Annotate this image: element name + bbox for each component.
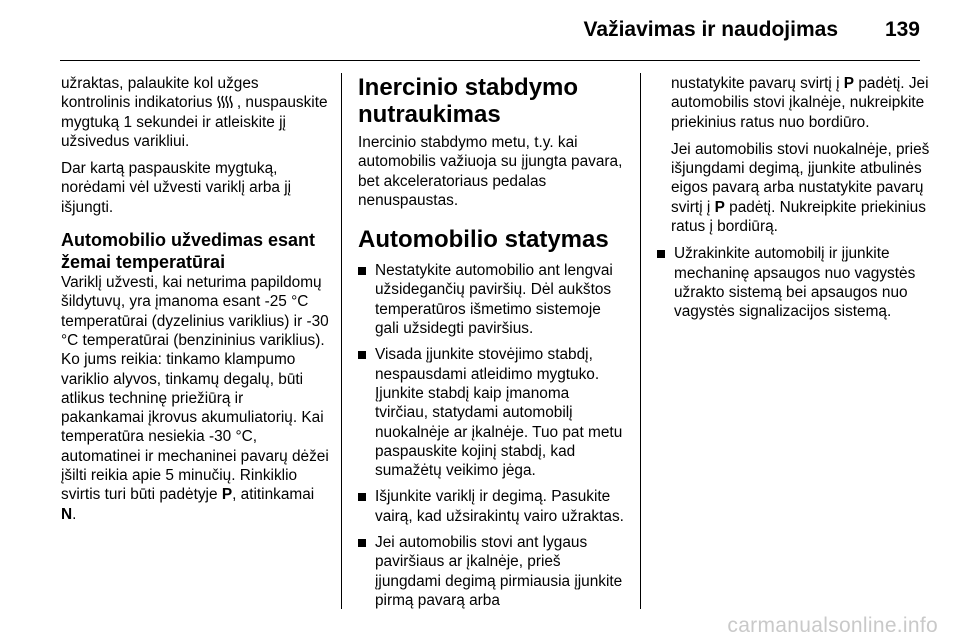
gear-position-p: P xyxy=(221,486,233,504)
list-item-text: Išjunkite variklį ir degimą. Pasukite vairą, kad užsirakintų vairo užraktas. xyxy=(375,488,624,525)
paragraph-text: Jei automobilis stovi nuokalnėje, prieš išjungdami degimą, įjunkite atbulinės eigos pavarą arba nustatykite pavarų svirtį į xyxy=(671,140,930,216)
paragraph-text: užraktas, palaukite kol užges kontrolinis indikatorius xyxy=(61,75,259,112)
watermark: carmanualsonline.info xyxy=(727,614,938,637)
list-item-text: Nestatykite automobilio ant lengvai užsidegančių paviršių. Dėl aukštos temperatūros išmetimo sistemoje gali užsidegti paviršius. xyxy=(375,262,613,338)
gear-position-n: N xyxy=(61,505,73,523)
paragraph-text: , nuspauskite mygtuką 1 sekundei ir atleiskite jį užsivedus varikliui. xyxy=(61,94,328,150)
bullet-icon xyxy=(657,250,665,258)
paragraph-text: padėtį. Nukreipkite priekinius ratus į bordiūrą. xyxy=(671,198,926,236)
column-right xyxy=(671,74,931,329)
parking-list-continued xyxy=(657,244,931,321)
glow-plug-icon xyxy=(217,94,237,111)
parking-list xyxy=(358,261,626,610)
paragraph-text: nustatykite pavarų svirtį į xyxy=(671,75,844,92)
list-item xyxy=(358,261,626,338)
section-heading-parking: Automobilio statymas xyxy=(358,226,609,254)
list-item xyxy=(358,487,626,526)
column-middle xyxy=(358,74,626,617)
list-item-text: Užrakinkite automobilį ir įjunkite mechaninę apsaugos nuo vagystės užrakto sistemą bei apsaugos nuo vagystės signalizacijos sistemą. xyxy=(674,245,916,321)
list-item-text: Jei automobilis stovi ant lygaus paviršiaus ar įkalnėje, prieš įjungdami degimą pirmiausia įjunkite pirmą pavarą arba xyxy=(375,534,623,609)
gear-position-p: P xyxy=(714,198,725,216)
section-heading-overrun-cutoff: Inercinio stabdymo nutraukimas xyxy=(358,74,579,128)
paragraph-indicator xyxy=(61,74,329,151)
paragraph-text: . xyxy=(72,505,77,523)
bullet-icon xyxy=(358,493,366,501)
list-item xyxy=(358,533,626,610)
gear-position-p: P xyxy=(843,75,855,92)
column-left xyxy=(61,74,329,532)
list-item-text: Visada įjunkite stovėjimo stabdį, nespausdami atleidimo mygtuko. Įjunkite stabdį kaip įmanoma tvirčiau, statydami automobilį nuokalnėje ar įkalnėje. Tuo pat metu paspauskite kojinį stabdį, kad sumažėtų veikimo jėga. xyxy=(375,346,623,480)
bullet-icon xyxy=(358,539,366,547)
page-title: Važiavimas ir naudojimas xyxy=(583,18,838,41)
bullet-icon xyxy=(358,267,366,275)
header-divider xyxy=(60,60,920,61)
paragraph-overrun-cutoff: Inercinio stabdymo metu, t.y. kai automobilis važiuoja su įjungta pavara, bet akceleratoriaus pedalas nenuspaustas. xyxy=(358,134,623,209)
section-heading-cold-start: Automobilio užvedimas esant žemai temperatūrai xyxy=(61,230,316,273)
column-divider xyxy=(640,73,641,609)
column-divider xyxy=(341,73,342,609)
list-item xyxy=(358,345,626,480)
paragraph-continued xyxy=(671,74,931,132)
paragraph-cold-start xyxy=(61,273,329,524)
paragraph-restart: Dar kartą paspauskite mygtuką, norėdami vėl užvesti variklį arba jį išjungti. xyxy=(61,160,292,216)
paragraph-text: padėtį. Jei automobilis stovi įkalnėje, nukreipkite priekinius ratus nuo bordiūro. xyxy=(671,75,929,131)
paragraph-text: , atitinkamai xyxy=(232,486,315,504)
list-item xyxy=(657,244,931,321)
paragraph-text: Variklį užvesti, kai neturima papildomų šildytuvų, yra įmanoma esant -25 °C temperatūrai (dyzelinius variklius) ir -30 °C temperatūrai (benzininius variklius). Ko jums reikia: tinkamo klampumo variklio alyvos, tinkamų degalų, būti atlikus techninę priežiūrą ir pakankamai įkrovus akumuliatorių. Kai temperatūra nesiekia -30 °C, automatinei ir mechaninei pavarų dėžei įšilti reikia apie 5 minučių. Rinkiklio svirtis turi būti padėtyje xyxy=(61,274,329,504)
bullet-icon xyxy=(358,351,366,359)
page-header xyxy=(0,0,960,62)
paragraph-downhill xyxy=(671,140,931,236)
page-number: 139 xyxy=(884,18,920,41)
